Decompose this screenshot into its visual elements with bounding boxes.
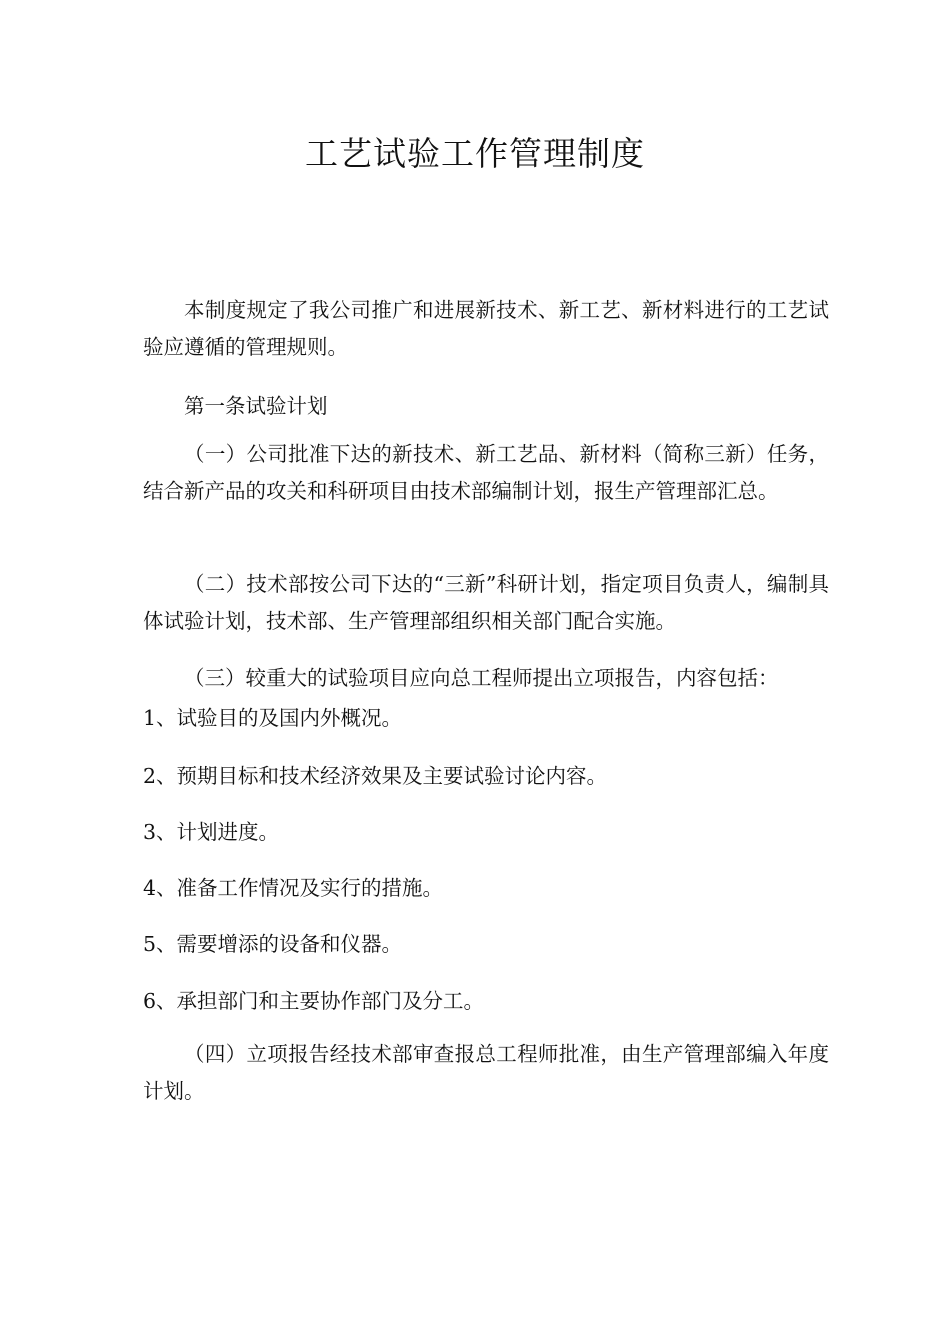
list-item: 2、预期目标和技术经济效果及主要试验讨论内容。 (143, 764, 608, 788)
clause-4-paragraph: （四）立项报告经技术部审查报总工程师批准，由生产管理部编入年度计划。 (143, 1042, 829, 1103)
article-1-heading: 第一条试验计划 (184, 394, 328, 418)
clause-1-paragraph: （一）公司批准下达的新技术、新工艺品、新材料（简称三新）任务，结合新产品的攻关和科研项目由技术部编制计划，报生产管理部汇总。 (143, 442, 829, 503)
list-item: 4、准备工作情况及实行的措施。 (143, 876, 444, 900)
document-title: 工艺试验工作管理制度 (305, 134, 645, 173)
list-item: 1、试验目的及国内外概况。 (143, 706, 403, 730)
intro-paragraph: 本制度规定了我公司推广和进展新技术、新工艺、新材料进行的工艺试验应遵循的管理规则。 (143, 298, 829, 359)
clause-3-paragraph: （三）较重大的试验项目应向总工程师提出立项报告，内容包括： (184, 666, 779, 690)
list-item: 5、需要增添的设备和仪器。 (143, 932, 403, 956)
list-item: 3、计划进度。 (143, 820, 280, 844)
list-item: 6、承担部门和主要协作部门及分工。 (143, 989, 485, 1013)
clause-2-paragraph: （二）技术部按公司下达的“三新”科研计划，指定项目负责人，编制具体试验计划，技术部、生产管理部组织相关部门配合实施。 (143, 572, 829, 633)
